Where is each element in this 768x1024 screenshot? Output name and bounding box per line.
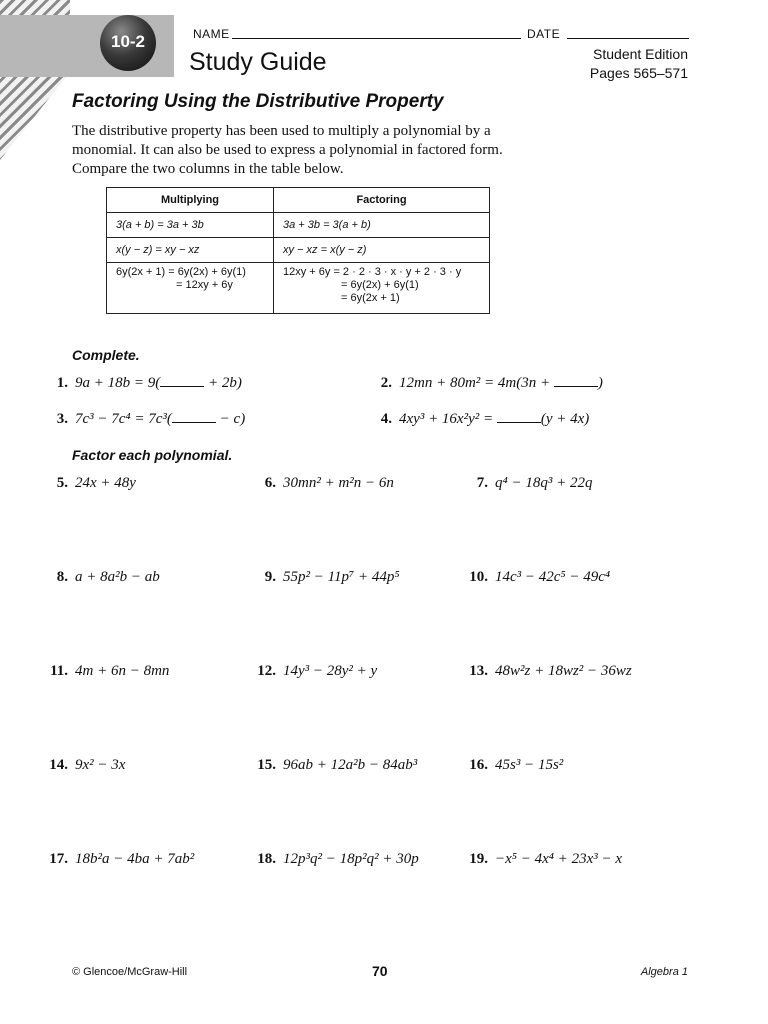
problem-item (250, 663, 377, 680)
footer-book-title: Algebra 1 (640, 966, 688, 978)
table-cell (274, 263, 490, 314)
problem-item (250, 475, 394, 492)
header-factoring: Factoring (274, 188, 490, 213)
problem-number: 1. (56, 375, 68, 391)
lesson-badge (100, 15, 156, 71)
table-header-row (107, 188, 490, 213)
header-multiplying: Multiplying (107, 188, 274, 213)
cell-text: xy − xz = x(y − z) (283, 244, 367, 256)
problem-item (42, 410, 245, 428)
problem-item (42, 374, 242, 392)
problem-number: 3. (56, 411, 68, 427)
table-row (107, 213, 490, 238)
cell-line: = 6y(2x) + 6y(1) (341, 279, 419, 291)
table-row (107, 263, 490, 314)
problem-number: 6. (264, 475, 276, 491)
cell-line: = 12xy + 6y (176, 279, 233, 291)
problem-item (462, 757, 563, 774)
table-cell (274, 238, 490, 263)
problem-number: 10. (469, 569, 488, 585)
cell-text: 3a + 3b = 3(a + b) (283, 219, 371, 231)
date-label: DATE (527, 27, 561, 41)
edition-label: Student Edition (593, 46, 688, 62)
name-field[interactable] (232, 38, 521, 39)
answer-blank[interactable] (172, 410, 216, 423)
problem-expression: 12p³q² − 18p²q² + 30p (283, 851, 419, 867)
table-cell (107, 238, 274, 263)
problem-number: 7. (476, 475, 488, 491)
problem-expression: 45s³ − 15s² (495, 757, 564, 773)
problem-number: 8. (56, 569, 68, 585)
problem-expression: 96ab + 12a²b − 84ab³ (283, 757, 418, 773)
problem-number: 16. (469, 757, 488, 773)
problem-expression: 48w²z + 18wz² − 36wz (495, 663, 632, 679)
problem-item (42, 757, 125, 774)
cell-line: 6y(2x + 1) = 6y(2x) + 6y(1) (116, 266, 246, 278)
study-guide-heading: Study Guide (189, 48, 327, 76)
table-cell (107, 263, 274, 314)
table-row (107, 238, 490, 263)
problem-right: + 2b) (204, 375, 242, 391)
problem-item (250, 757, 417, 774)
cell-text: 3(a + b) = 3a + 3b (116, 219, 204, 231)
problem-left: 4xy³ + 16x²y² = (399, 411, 497, 427)
problem-expression: 14y³ − 28y² + y (283, 663, 378, 679)
problem-number: 18. (257, 851, 276, 867)
problem-item (462, 569, 610, 586)
problem-expression: q⁴ − 18q³ + 22q (495, 475, 593, 491)
problem-item (42, 663, 169, 680)
problem-expression: 30mn² + m²n − 6n (283, 475, 394, 491)
footer-copyright: © Glencoe/McGraw-Hill (72, 966, 188, 978)
problem-number: 12. (257, 663, 276, 679)
name-label: NAME (193, 27, 230, 41)
problem-expression: 24x + 48y (75, 475, 136, 491)
date-field[interactable] (567, 38, 689, 39)
problem-right: ) (597, 375, 603, 391)
problem-expression: 9x² − 3x (75, 757, 126, 773)
intro-paragraph: The distributive property has been used to multiply a polynomial by a monomial. It can also be used to express a polynomial in factored form. Compare the two columns in the table below. (72, 123, 503, 177)
problem-number: 4. (380, 411, 392, 427)
problem-item (462, 475, 592, 492)
answer-blank[interactable] (554, 374, 598, 387)
footer-page-number: 70 (372, 963, 388, 979)
problem-number: 15. (257, 757, 276, 773)
cell-line: 12xy + 6y = 2 · 2 · 3 · x · y + 2 · 3 · y (283, 266, 462, 278)
problem-item (250, 851, 419, 868)
problem-left: 12mn + 80m² = 4m(3n + (399, 375, 554, 391)
problem-item (366, 410, 589, 428)
problem-expression: 4m + 6n − 8mn (75, 663, 170, 679)
edition-info (590, 45, 688, 83)
problem-number: 5. (56, 475, 68, 491)
problem-right: (y + 4x) (540, 411, 590, 427)
problem-number: 19. (469, 851, 488, 867)
problem-number: 17. (49, 851, 68, 867)
cell-line: = 6y(2x + 1) (341, 292, 400, 304)
problem-item (42, 569, 160, 586)
problem-right: − c) (215, 411, 246, 427)
problem-left: 9a + 18b = 9( (75, 375, 161, 391)
table-cell (274, 213, 490, 238)
problem-expression: 55p² − 11p⁷ + 44p⁵ (283, 569, 400, 585)
factor-heading: Factor each polynomial. (72, 447, 233, 463)
comparison-table (106, 187, 490, 314)
problem-item (42, 851, 194, 868)
problem-number: 2. (380, 375, 392, 391)
complete-heading: Complete. (72, 347, 140, 363)
problem-number: 11. (50, 663, 68, 679)
pages-label: Pages 565–571 (589, 65, 688, 81)
problem-expression: −x⁵ − 4x⁴ + 23x³ − x (495, 851, 623, 867)
problem-item (366, 374, 603, 392)
problem-number: 14. (49, 757, 68, 773)
problem-item (250, 569, 400, 586)
problem-item (42, 475, 136, 492)
problem-item (462, 851, 622, 868)
cell-text: x(y − z) = xy − xz (116, 244, 200, 256)
table-cell (107, 213, 274, 238)
problem-left: 7c³ − 7c⁴ = 7c³( (75, 411, 172, 427)
lesson-number: 10-2 (110, 32, 146, 51)
answer-blank[interactable] (497, 410, 541, 423)
page-title: Factoring Using the Distributive Property (72, 91, 444, 112)
problem-number: 13. (469, 663, 488, 679)
problem-item (462, 663, 632, 680)
problem-number: 9. (264, 569, 276, 585)
problem-expression: 18b²a − 4ba + 7ab² (75, 851, 195, 867)
answer-blank[interactable] (160, 374, 204, 387)
problem-expression: 14c³ − 42c⁵ − 49c⁴ (495, 569, 611, 585)
problem-expression: a + 8a²b − ab (75, 569, 160, 585)
